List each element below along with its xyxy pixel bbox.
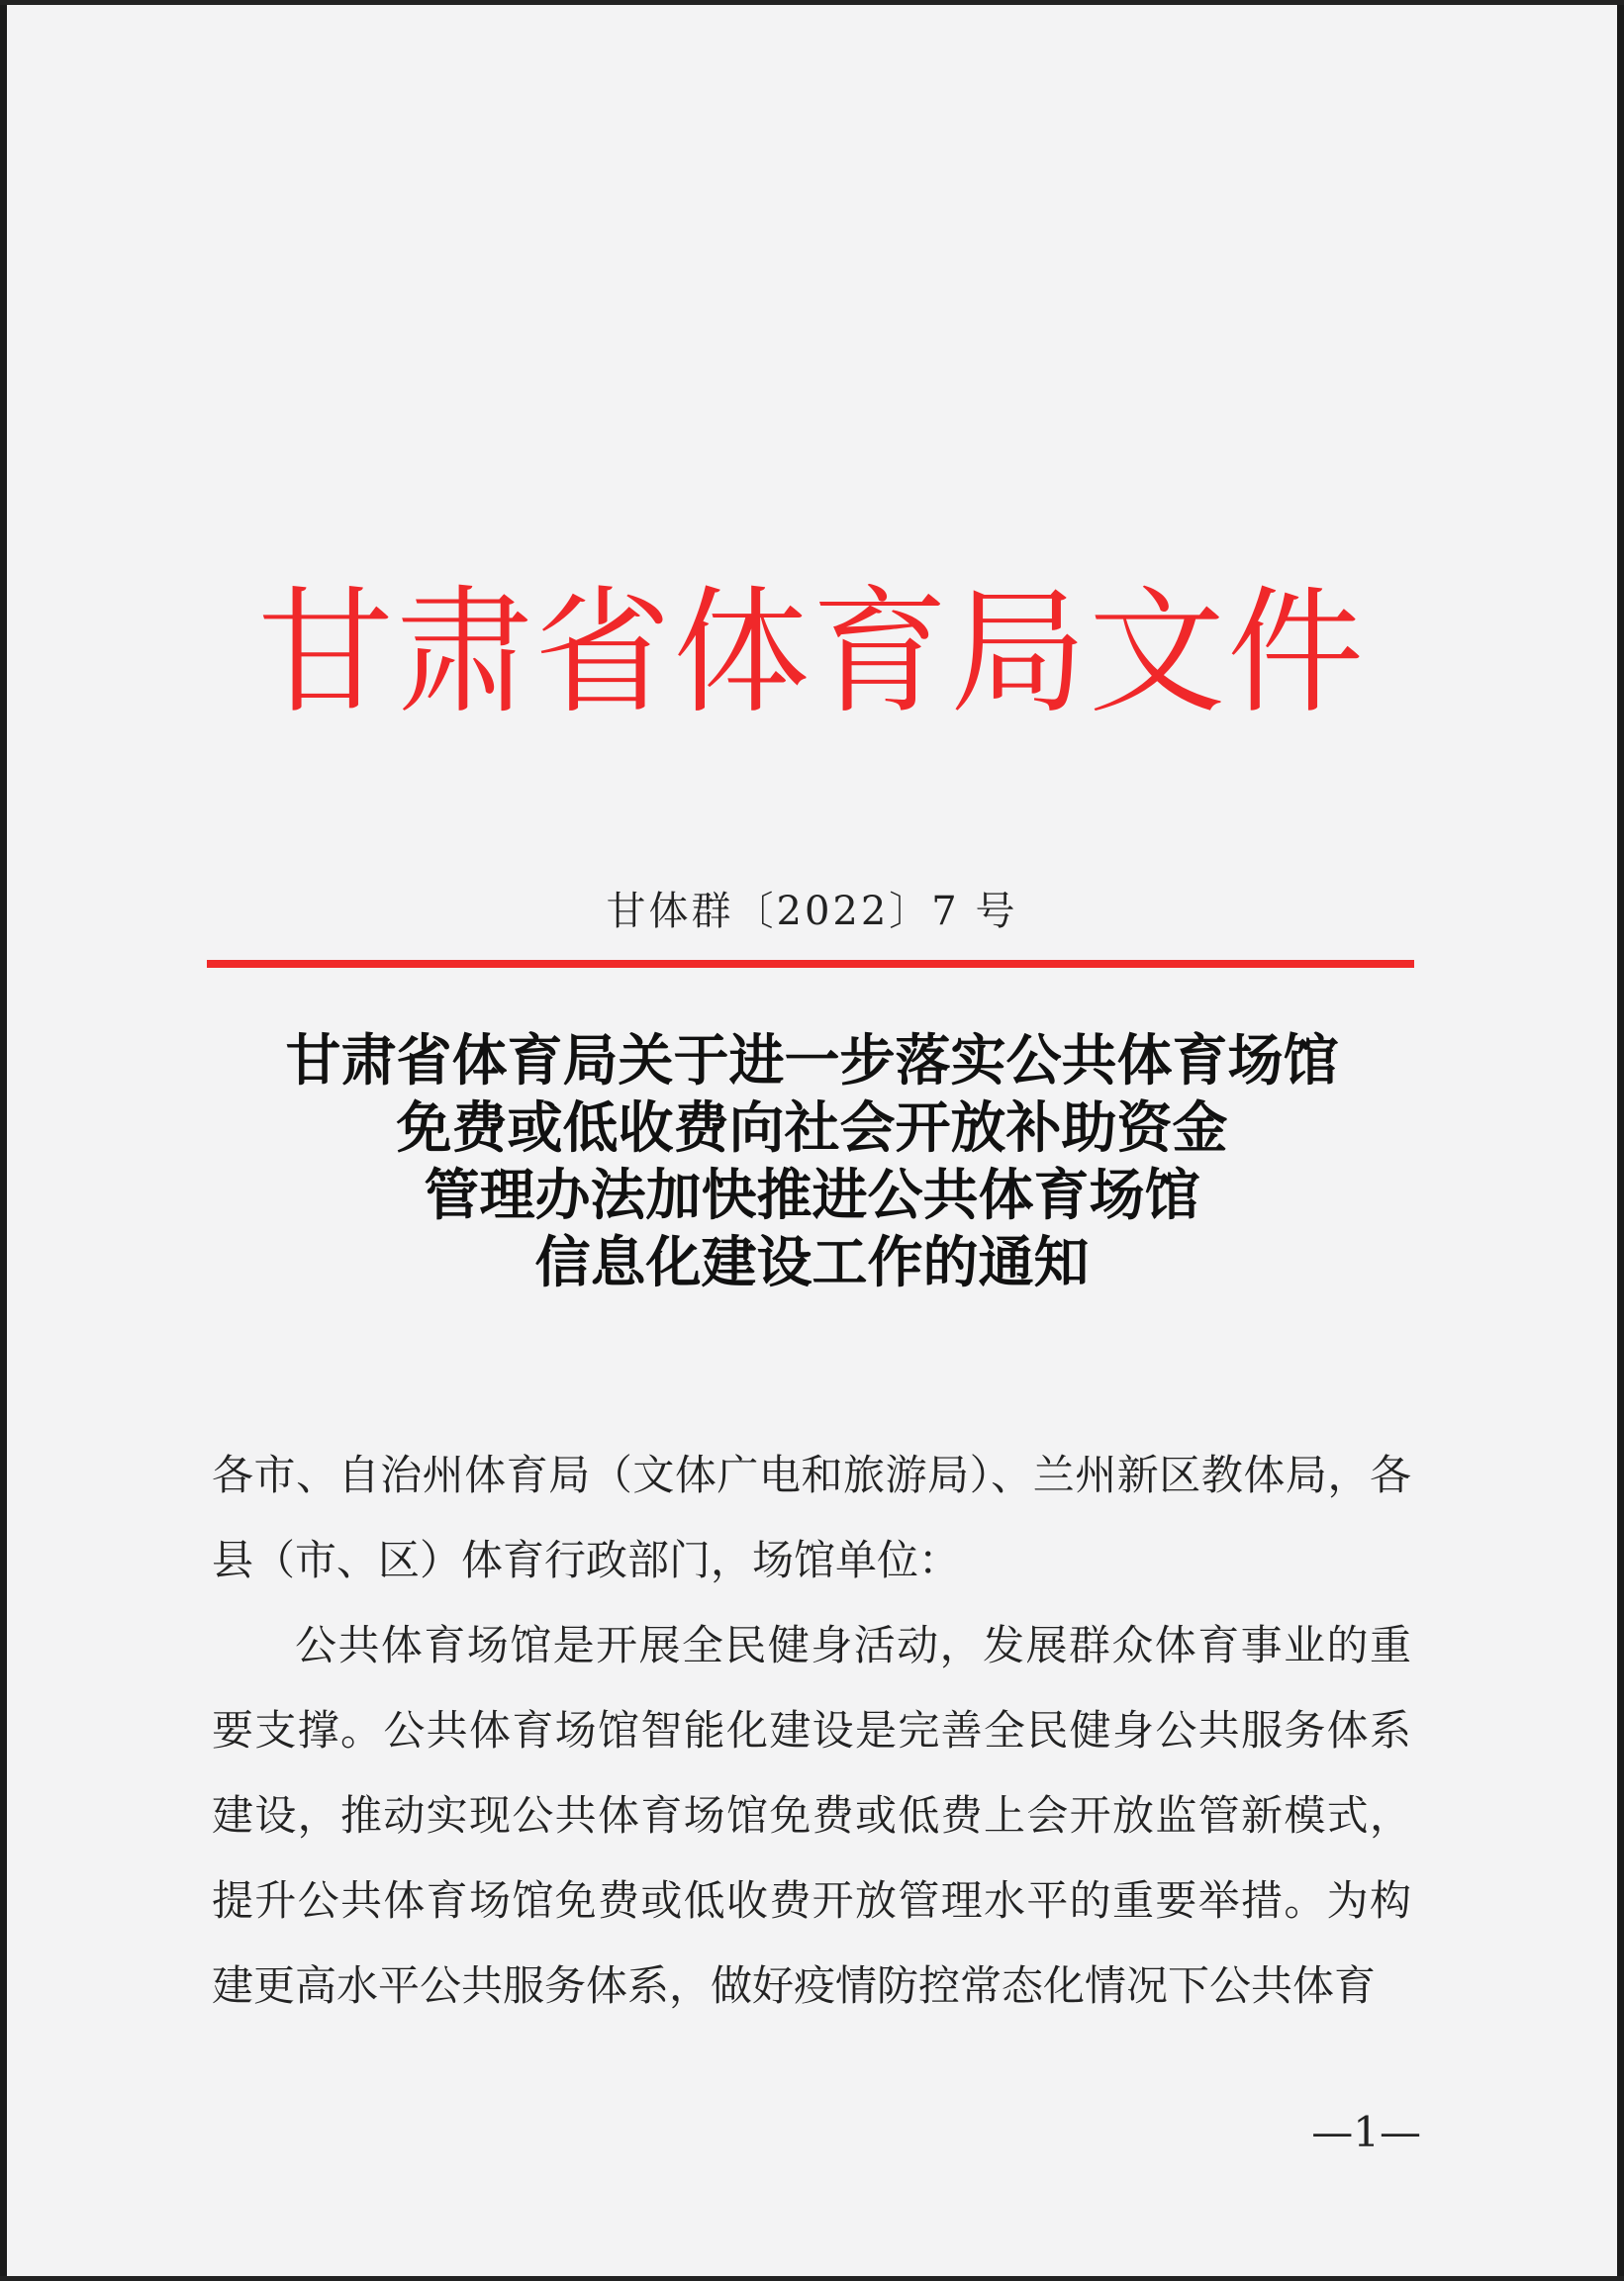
document-body <box>212 1433 1411 2029</box>
title-line-3: 管理办法加快推进公共体育场馆 <box>424 1163 1200 1228</box>
document-number: 甘体群〔2022〕7 号 <box>606 889 1018 934</box>
body-paragraph: 公共体育场馆是开展全民健身活动，发展群众体育事业的重要支撑。公共体育场馆智能化建设是完善全民健身公共服务体系建设，推动实现公共体育场馆免费或低费上会开放监管新模式，提升公共体育场馆免费或低收费开放管理水平的重要举措。为构建更高水平公共服务体系，做好疫情防控常态化情况下公共体育 <box>212 1621 1411 2010</box>
scan-edge-top <box>0 0 1624 5</box>
scan-edge-right <box>1617 0 1624 2281</box>
title-line-4: 信息化建设工作的通知 <box>534 1230 1090 1295</box>
addressee-paragraph: 各市、自治州体育局（文体广电和旅游局）、兰州新区教体局，各县（市、区）体育行政部门，场馆单位： <box>212 1451 1411 1584</box>
scan-edge-bottom <box>0 2276 1624 2281</box>
page-number: —1— <box>1311 2108 1421 2156</box>
title-line-2: 免费或低收费向社会开放补助资金 <box>396 1095 1228 1161</box>
scan-edge-left <box>0 0 7 2281</box>
document-title <box>198 1027 1426 1296</box>
red-separator-rule <box>207 960 1414 968</box>
document-header-title: 甘肃省体育局文件 <box>256 573 1366 732</box>
title-line-1: 甘肃省体育局关于进一步落实公共体育场馆 <box>285 1028 1339 1093</box>
